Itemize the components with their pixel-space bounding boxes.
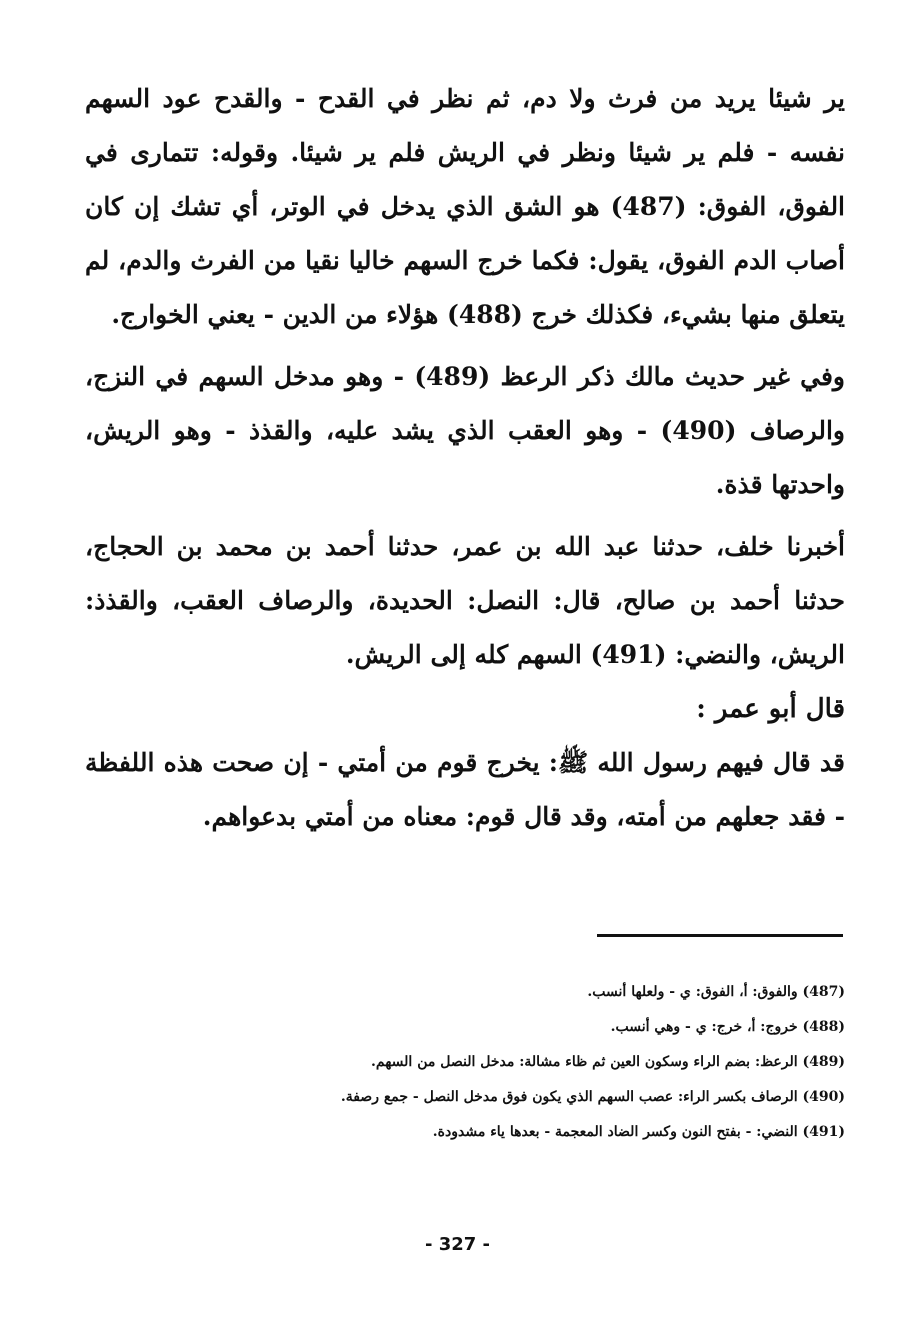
footnote-488: (488) خروج: أ، خرج: ي - وهي أنسب.: [610, 1019, 845, 1035]
section-heading: قال أبو عمر :: [696, 694, 845, 724]
paragraph-2: وفي غير حديث مالك ذكر الرعظ (489) - وهو مدخل السهم في النزج، والرصاف (490) - وهو العقب الذي يشد عليه، والقذذ - وهو الريش، واحدتها قذة.: [85, 362, 846, 499]
page-number: - 327 -: [424, 1234, 491, 1255]
paragraph-4: قد قال فيهم رسول الله ﷺ: يخرج قوم من أمتي - إن صحت هذه اللفظة - فقد جعلهم من أمته، وقد قال قوم: معناه من أمتي بدعواهم.: [85, 748, 845, 831]
footnote-490: (490) الرصاف بكسر الراء: عصب السهم الذي يكون فوق مدخل النصل - جمع رصفة.: [340, 1089, 845, 1105]
footnote-491: (491) النضي: - بفتح النون وكسر الضاد المعجمة - بعدها ياء مشدودة.: [432, 1124, 845, 1140]
main-text: [85, 72, 845, 844]
footnote-separator: [597, 934, 843, 937]
footnotes: [180, 975, 845, 1150]
paragraph-1: ير شيئا يريد من فرث ولا دم، ثم نظر في القدح - والقدح عود السهم نفسه - فلم ير شيئا ونظر في الريش فلم ير شيئا. وقوله: تتمارى في الفوق، الفوق: (487) هو الشق الذي يدخل في الوتر، أي تشك إن كان أصاب الدم الفوق، يقول: فكما خرج السهم خاليا نقيا من الفرث والدم، لم يتعلق منها بشيء، فكذلك خرج (488) هؤلاء من الدين - يعني الخوارج.: [85, 84, 846, 329]
footnote-487: (487) والفوق: أ، الفوق: ي - ولعلها أنسب.: [587, 984, 845, 1000]
paragraph-3: أخبرنا خلف، حدثنا عبد الله بن عمر، حدثنا أحمد بن محمد بن الحجاج، حدثنا أحمد بن صالح، قال: النصل: الحديدة، والرصاف العقب، والقذذ: الريش، والنضي: (491) السهم كله إلى الريش.: [85, 532, 845, 669]
footnote-489: (489) الرعظ: بضم الراء وسكون العين ثم ظاء مشالة: مدخل النصل من السهم.: [371, 1054, 845, 1070]
